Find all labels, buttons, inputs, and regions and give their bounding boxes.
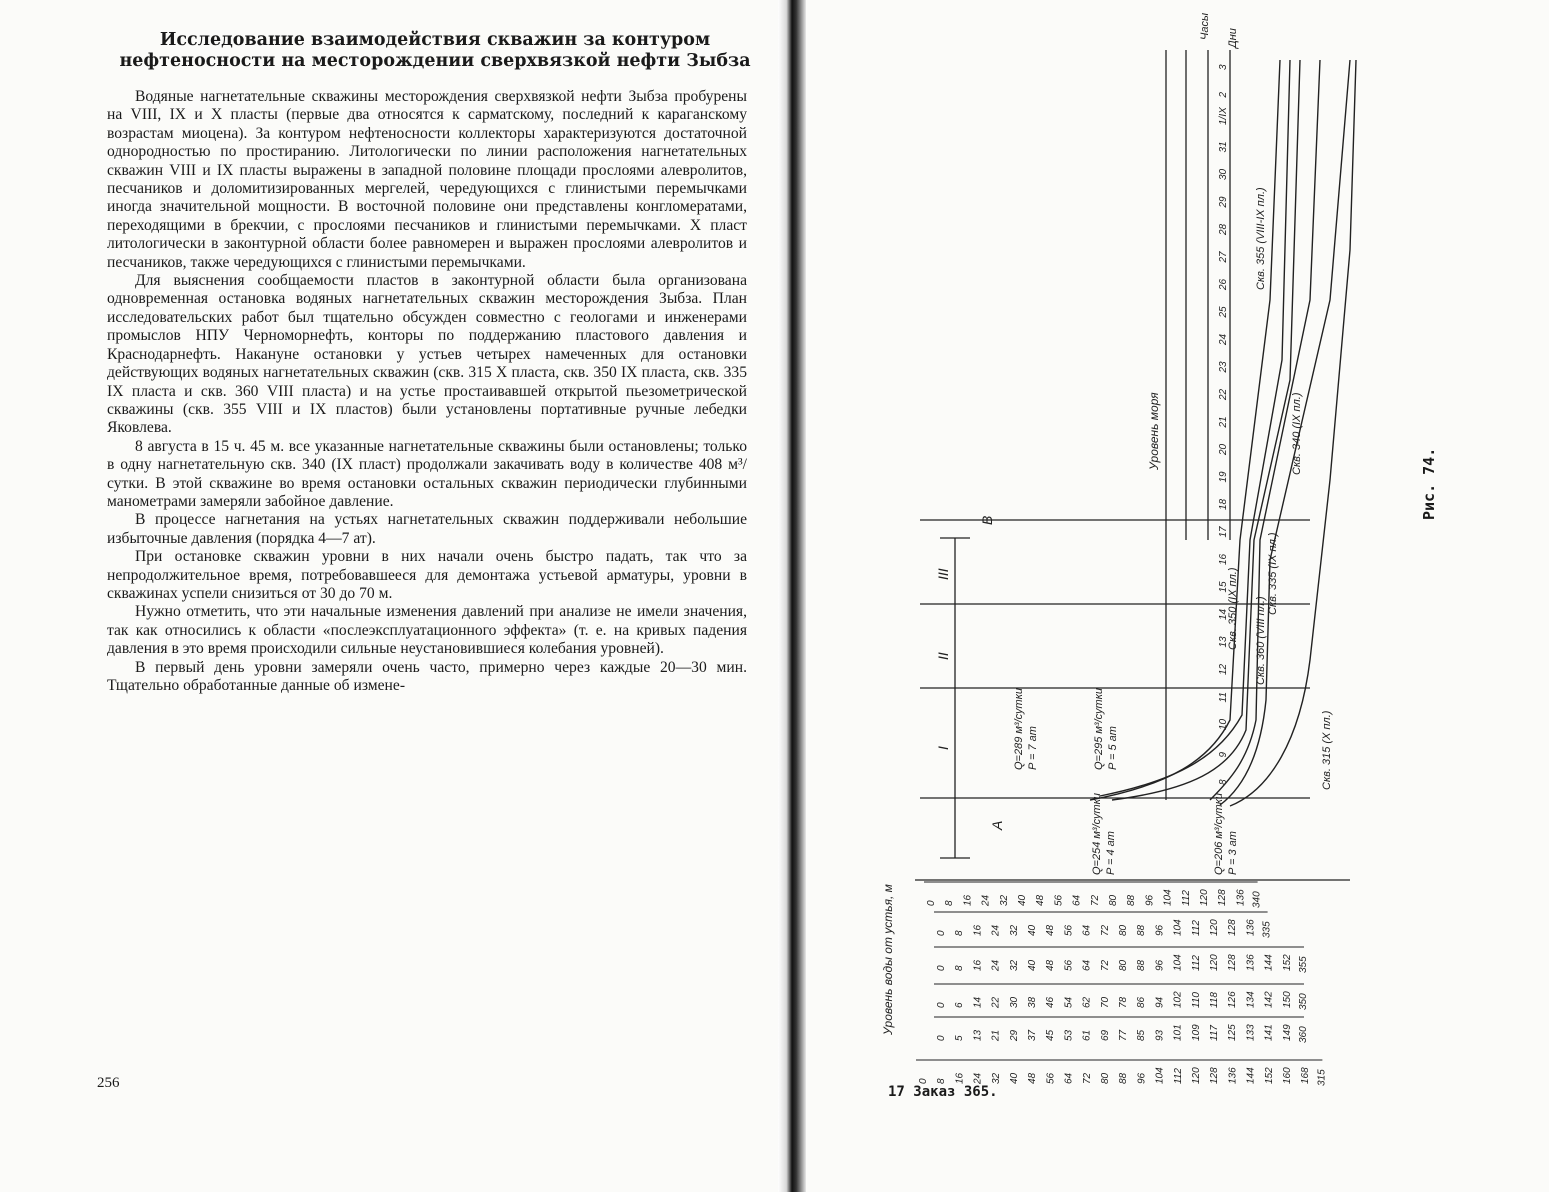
scale-tick-label: 149 bbox=[1281, 1024, 1293, 1041]
scale-tick-label: 24 bbox=[990, 959, 1002, 971]
scale-tick-label: 126 bbox=[1227, 991, 1239, 1008]
article-title bbox=[110, 30, 760, 72]
scale-tick-label: 72 bbox=[1081, 1072, 1093, 1084]
scale-tick-label: 32 bbox=[1008, 924, 1020, 936]
zone-label-iii: III bbox=[935, 568, 951, 580]
day-tick-label: 9 bbox=[1218, 751, 1229, 758]
scale-tick-label: 54 bbox=[1063, 996, 1075, 1008]
scale-tick-label: 152 bbox=[1263, 1067, 1275, 1084]
scale-tick-label: 14 bbox=[972, 996, 984, 1008]
curve-well-335 bbox=[1112, 60, 1300, 800]
scale-tick-label: 110 bbox=[1190, 992, 1202, 1008]
scale-tick-label: 109 bbox=[1190, 1024, 1202, 1041]
scale-tick-label: 104 bbox=[1172, 919, 1184, 936]
day-tick-label: 3 bbox=[1218, 64, 1229, 70]
y-axis-title: Уровень воды от устья, м bbox=[881, 884, 895, 1035]
scale-tick-label: 80 bbox=[1118, 959, 1129, 971]
scale-tick-label: 133 bbox=[1245, 1024, 1257, 1041]
scale-tick-label: 152 bbox=[1281, 954, 1293, 971]
scale-tick-label: 61 bbox=[1081, 1029, 1093, 1041]
scale-tick-label: 101 bbox=[1172, 1024, 1184, 1041]
scale-tick-label: 120 bbox=[1209, 919, 1220, 936]
flow-label-p: P = 3 ат bbox=[1227, 831, 1239, 875]
scale-tick-label: 80 bbox=[1100, 1072, 1111, 1084]
day-tick-label: 29 bbox=[1218, 196, 1229, 208]
day-tick-label: 17 bbox=[1218, 526, 1229, 538]
scale-tick-label: 72 bbox=[1099, 924, 1111, 936]
paragraph: В первый день уровни замеряли очень часто, примерно через каждые 20—30 мин. Тщательно обработанные данные об измене- bbox=[107, 658, 747, 694]
day-tick-label: 27 bbox=[1218, 251, 1229, 263]
scale-tick-label: 64 bbox=[1063, 1072, 1075, 1084]
scale-tick-label: 45 bbox=[1045, 1029, 1057, 1041]
scale-tick-label: 53 bbox=[1063, 1029, 1075, 1041]
paragraph: При остановке скважин уровни в них начали очень быстро падать, так что за непродолжительное время, потребовавшееся для демонтажа устьевой арматуры, уровни в скважинах успели снизиться от 30 до 70 м. bbox=[107, 548, 747, 602]
scale-tick-label: 24 bbox=[980, 894, 992, 906]
scale-tick-label: 24 bbox=[990, 924, 1002, 936]
scale-tick-label: 16 bbox=[962, 894, 974, 906]
scale-tick-label: 16 bbox=[954, 1072, 966, 1084]
day-tick-label: 10 bbox=[1218, 718, 1229, 730]
paragraph: Водяные нагнетательные скважины месторождения сверхвязкой нефти Зыбза пробурены на VIII, IX и X пласты (первые два относятся к сарматскому, последний к караганскому возрастам миоцена). За контуром нефтеносности коллекторы характеризуются достаточной однородностью по простиранию. Литологически по линии расположения нагнетательных скважин VIII и IX пласты выражены в западной половине площади прослоями алевролитов, песчаников и доломитизированных мергелей, чередующихся с глинистыми перемычками иногда значительной мощности. В восточной половине они представлены конгломератами, переходящими в брекчии, с прослоями песчаников и глинистыми перемычками. X пласт литологически в законтурной области более равномерен и выражен прослоями алевролитов и песчаников, также чередующихся с глинистыми перемычками. bbox=[107, 88, 747, 271]
day-tick-label: 19 bbox=[1218, 471, 1229, 483]
scale-tick-label: 88 bbox=[1136, 924, 1148, 936]
day-tick-label: 20 bbox=[1218, 443, 1229, 455]
day-tick-label: 16 bbox=[1218, 553, 1229, 565]
flow-label-p: P = 5 ат bbox=[1107, 726, 1119, 770]
day-tick-label: 13 bbox=[1218, 636, 1229, 648]
scale-tick-label: 48 bbox=[1035, 894, 1047, 906]
scale-name-label: 315 bbox=[1316, 1069, 1328, 1086]
scale-tick-label: 104 bbox=[1154, 1067, 1166, 1084]
scale-tick-label: 80 bbox=[1118, 924, 1129, 936]
flow-label-q: Q=295 м³/сутки bbox=[1093, 687, 1105, 770]
scale-tick-label: 56 bbox=[1063, 924, 1075, 936]
article-body bbox=[107, 88, 747, 695]
zone-label-a: А bbox=[989, 820, 1005, 830]
scale-tick-label: 150 bbox=[1281, 991, 1293, 1008]
scale-tick-label: 32 bbox=[1008, 959, 1020, 971]
scale-tick-label: 72 bbox=[1089, 894, 1101, 906]
scale-tick-label: 5 bbox=[954, 1035, 966, 1041]
scale-name-label: 360 bbox=[1298, 1026, 1309, 1043]
well-label-335: Скв. 335 (IX пл.) bbox=[1267, 532, 1279, 615]
title-line-2: нефтеносности на месторождении сверхвязкой нефти Зыбза bbox=[119, 51, 751, 71]
page-number: 256 bbox=[97, 1075, 120, 1091]
day-tick-label: 14 bbox=[1218, 608, 1229, 620]
scale-tick-label: 144 bbox=[1245, 1067, 1257, 1084]
scale-tick-label: 136 bbox=[1227, 1067, 1239, 1084]
scale-tick-label: 120 bbox=[1191, 1067, 1202, 1084]
scale-tick-label: 48 bbox=[1027, 1072, 1039, 1084]
zone-label-b: В bbox=[979, 515, 995, 525]
scale-tick-label: 21 bbox=[990, 1029, 1002, 1041]
curve-well-350 bbox=[1220, 60, 1350, 805]
scale-tick-label: 8 bbox=[944, 900, 956, 906]
scale-tick-label: 8 bbox=[936, 1078, 948, 1084]
scale-tick-label: 0 bbox=[918, 1078, 929, 1084]
title-line-1: Исследование взаимодействия скважин за контуром bbox=[159, 30, 711, 50]
scale-tick-label: 38 bbox=[1027, 996, 1038, 1008]
scale-tick-label: 118 bbox=[1209, 992, 1220, 1008]
scale-tick-label: 80 bbox=[1108, 894, 1119, 906]
day-tick-label: 31 bbox=[1218, 141, 1229, 153]
scale-tick-label: 104 bbox=[1162, 889, 1174, 906]
scale-tick-label: 141 bbox=[1263, 1024, 1275, 1041]
day-tick-label: 21 bbox=[1218, 416, 1229, 428]
zone-label-i: I bbox=[935, 746, 951, 750]
scale-tick-label: 128 bbox=[1227, 954, 1239, 971]
well-label-315: Скв. 315 (X пл.) bbox=[1321, 710, 1333, 790]
scale-tick-label: 29 bbox=[1008, 1029, 1020, 1041]
day-tick-label: 24 bbox=[1218, 333, 1229, 345]
day-tick-label: 11 bbox=[1218, 692, 1229, 703]
scale-tick-label: 40 bbox=[1027, 959, 1038, 971]
scale-tick-label: 78 bbox=[1118, 996, 1129, 1008]
scale-tick-label: 24 bbox=[972, 1072, 984, 1084]
day-tick-label: 26 bbox=[1218, 278, 1229, 290]
well-label-360: Скв. 360 (VIII пл.) bbox=[1255, 596, 1267, 685]
scale-tick-label: 94 bbox=[1154, 996, 1166, 1008]
scale-tick-label: 112 bbox=[1180, 890, 1192, 906]
scale-tick-label: 117 bbox=[1209, 1025, 1220, 1041]
scale-tick-label: 128 bbox=[1209, 1067, 1221, 1084]
scale-name-label: 335 bbox=[1261, 921, 1273, 938]
paragraph: 8 августа в 15 ч. 45 м. все указанные нагнетательные скважины были остановлены; только в одну нагнетательную скв. 340 (IX пласт) продолжали закачивать воду в количестве 408 м³/сутки. В этой скважине во время остановки остальных скважин периодически глубинными манометрами замеряли забойное давление. bbox=[107, 437, 747, 510]
flow-label-q: Q=206 м³/сутки bbox=[1213, 792, 1225, 875]
day-tick-label: 1/IX bbox=[1218, 107, 1229, 125]
flow-label-p: P = 7 ат bbox=[1027, 726, 1039, 770]
scale-tick-label: 96 bbox=[1154, 959, 1166, 971]
scale-name-label: 340 bbox=[1251, 891, 1263, 908]
day-tick-label: 2 bbox=[1218, 91, 1229, 98]
scale-tick-label: 88 bbox=[1126, 894, 1138, 906]
scale-tick-label: 86 bbox=[1136, 996, 1148, 1008]
scale-tick-label: 142 bbox=[1263, 991, 1275, 1008]
scale-tick-label: 8 bbox=[954, 965, 966, 971]
scale-tick-label: 120 bbox=[1199, 889, 1210, 906]
scale-tick-label: 48 bbox=[1045, 924, 1057, 936]
zone-label-ii: II bbox=[935, 652, 951, 660]
scale-tick-label: 96 bbox=[1154, 924, 1166, 936]
paragraph: Для выяснения сообщаемости пластов в законтурной области была организована одновременная остановка водяных нагнетательных скважин месторождения Зыбза. План исследовательских работ был тщательно обсужден совместно с геологами и инженерами промыслов НПУ Черноморнефть, конторы по поддержанию пластового давления и Краснодарнефть. Накануне остановки у устьев четырех намеченных для остановки действующих водяных нагнетательных скважин (скв. 315 X пласта, скв. 350 IX пласта, скв. 335 IX пласта и скв. 360 VIII пласта) и на устье простаивавшей открытой пьезометрической скважины (скв. 355 VIII и IX пластов) были установлены портативные ручные лебедки Яковлева. bbox=[107, 272, 747, 437]
scale-tick-label: 112 bbox=[1190, 955, 1202, 971]
scale-tick-label: 96 bbox=[1136, 1072, 1148, 1084]
scale-tick-label: 0 bbox=[936, 1035, 947, 1041]
scale-tick-label: 16 bbox=[972, 959, 984, 971]
figure-74 bbox=[790, 0, 1549, 1192]
scale-tick-label: 69 bbox=[1099, 1029, 1111, 1041]
scale-name-label: 350 bbox=[1298, 993, 1309, 1010]
scale-tick-label: 134 bbox=[1245, 991, 1257, 1008]
scale-tick-label: 128 bbox=[1227, 919, 1239, 936]
days-axis-label: Дни bbox=[1227, 28, 1239, 48]
curve-well-355 bbox=[1090, 60, 1280, 800]
scale-tick-label: 46 bbox=[1045, 996, 1057, 1008]
sea-level-label: Уровень моря bbox=[1147, 392, 1161, 470]
scale-tick-label: 120 bbox=[1209, 954, 1220, 971]
scale-tick-label: 0 bbox=[936, 1002, 947, 1008]
scale-tick-label: 96 bbox=[1144, 894, 1156, 906]
scale-tick-label: 32 bbox=[998, 894, 1010, 906]
day-tick-label: 8 bbox=[1218, 779, 1229, 785]
scale-tick-label: 128 bbox=[1217, 889, 1229, 906]
scale-tick-label: 22 bbox=[990, 996, 1002, 1008]
paragraph: Нужно отметить, что эти начальные изменения давлений при анализе не имели значения, так как относились к области «послеэксплуатационного эффекта» (т. е. на кривых падения давления в это время происходили сильные неустановившиеся колебания уровней). bbox=[107, 603, 747, 658]
scale-tick-label: 0 bbox=[936, 930, 947, 936]
scale-tick-label: 62 bbox=[1081, 996, 1093, 1008]
scale-tick-label: 64 bbox=[1081, 959, 1093, 971]
scale-tick-label: 0 bbox=[926, 900, 937, 906]
scale-tick-label: 56 bbox=[1053, 894, 1065, 906]
scale-tick-label: 136 bbox=[1245, 954, 1257, 971]
scale-tick-label: 8 bbox=[954, 930, 966, 936]
paragraph: В процессе нагнетания на устьях нагнетательных скважин поддерживали небольшие избыточные давления (порядка 4—7 ат). bbox=[107, 511, 747, 547]
flow-label-q: Q=254 м³/сутки bbox=[1091, 792, 1103, 875]
scale-tick-label: 40 bbox=[1017, 894, 1028, 906]
hours-axis-label: Часы bbox=[1199, 12, 1211, 40]
scale-tick-label: 64 bbox=[1071, 894, 1083, 906]
scale-tick-label: 93 bbox=[1154, 1029, 1166, 1041]
scale-tick-label: 88 bbox=[1136, 959, 1148, 971]
scale-tick-label: 104 bbox=[1172, 954, 1184, 971]
day-tick-label: 23 bbox=[1218, 361, 1229, 373]
scale-tick-label: 0 bbox=[936, 965, 947, 971]
well-label-350: Скв. 350 (IX пл.) bbox=[1227, 567, 1239, 650]
scale-tick-label: 16 bbox=[972, 924, 984, 936]
well-label-340: Скв. 340 (IX пл.) bbox=[1291, 392, 1303, 475]
day-tick-label: 15 bbox=[1218, 581, 1229, 593]
scale-tick-label: 102 bbox=[1172, 991, 1184, 1008]
well-label-355: Скв. 355 (VIII-IX пл.) bbox=[1255, 187, 1267, 290]
day-tick-label: 30 bbox=[1218, 168, 1229, 180]
figure-caption: Рис. 74. bbox=[1420, 447, 1438, 520]
scale-tick-label: 70 bbox=[1099, 996, 1111, 1008]
footer-order: 17 Заказ 365. bbox=[888, 1084, 998, 1100]
scale-tick-label: 40 bbox=[1009, 1072, 1020, 1084]
scale-tick-label: 136 bbox=[1235, 889, 1247, 906]
scale-tick-label: 6 bbox=[954, 1002, 966, 1008]
scale-tick-label: 77 bbox=[1118, 1029, 1129, 1041]
scale-tick-label: 37 bbox=[1027, 1029, 1038, 1041]
scale-tick-label: 72 bbox=[1099, 959, 1111, 971]
scale-name-label: 355 bbox=[1298, 956, 1309, 973]
scale-tick-label: 125 bbox=[1227, 1024, 1239, 1041]
scale-tick-label: 144 bbox=[1263, 954, 1275, 971]
day-tick-label: 28 bbox=[1218, 223, 1229, 235]
scale-tick-label: 88 bbox=[1118, 1072, 1130, 1084]
flow-label-q: Q=289 м³/сутки bbox=[1013, 687, 1025, 770]
scale-tick-label: 56 bbox=[1045, 1072, 1057, 1084]
day-tick-label: 12 bbox=[1218, 663, 1229, 675]
scale-tick-label: 32 bbox=[990, 1072, 1002, 1084]
scale-tick-label: 56 bbox=[1063, 959, 1075, 971]
scale-tick-label: 136 bbox=[1245, 919, 1257, 936]
day-tick-label: 22 bbox=[1218, 388, 1229, 400]
scale-tick-label: 40 bbox=[1027, 924, 1038, 936]
scale-tick-label: 85 bbox=[1136, 1029, 1148, 1041]
day-tick-label: 18 bbox=[1218, 498, 1229, 510]
scale-tick-label: 112 bbox=[1190, 920, 1202, 936]
scale-tick-label: 168 bbox=[1300, 1067, 1312, 1084]
scale-tick-label: 48 bbox=[1045, 959, 1057, 971]
scale-tick-label: 64 bbox=[1081, 924, 1093, 936]
scale-tick-label: 30 bbox=[1008, 996, 1020, 1008]
scale-tick-label: 160 bbox=[1282, 1067, 1293, 1084]
scale-tick-label: 13 bbox=[972, 1029, 984, 1041]
flow-label-p: P = 4 ат bbox=[1105, 831, 1117, 875]
day-tick-label: 25 bbox=[1218, 306, 1229, 318]
scale-tick-label: 112 bbox=[1172, 1068, 1184, 1084]
